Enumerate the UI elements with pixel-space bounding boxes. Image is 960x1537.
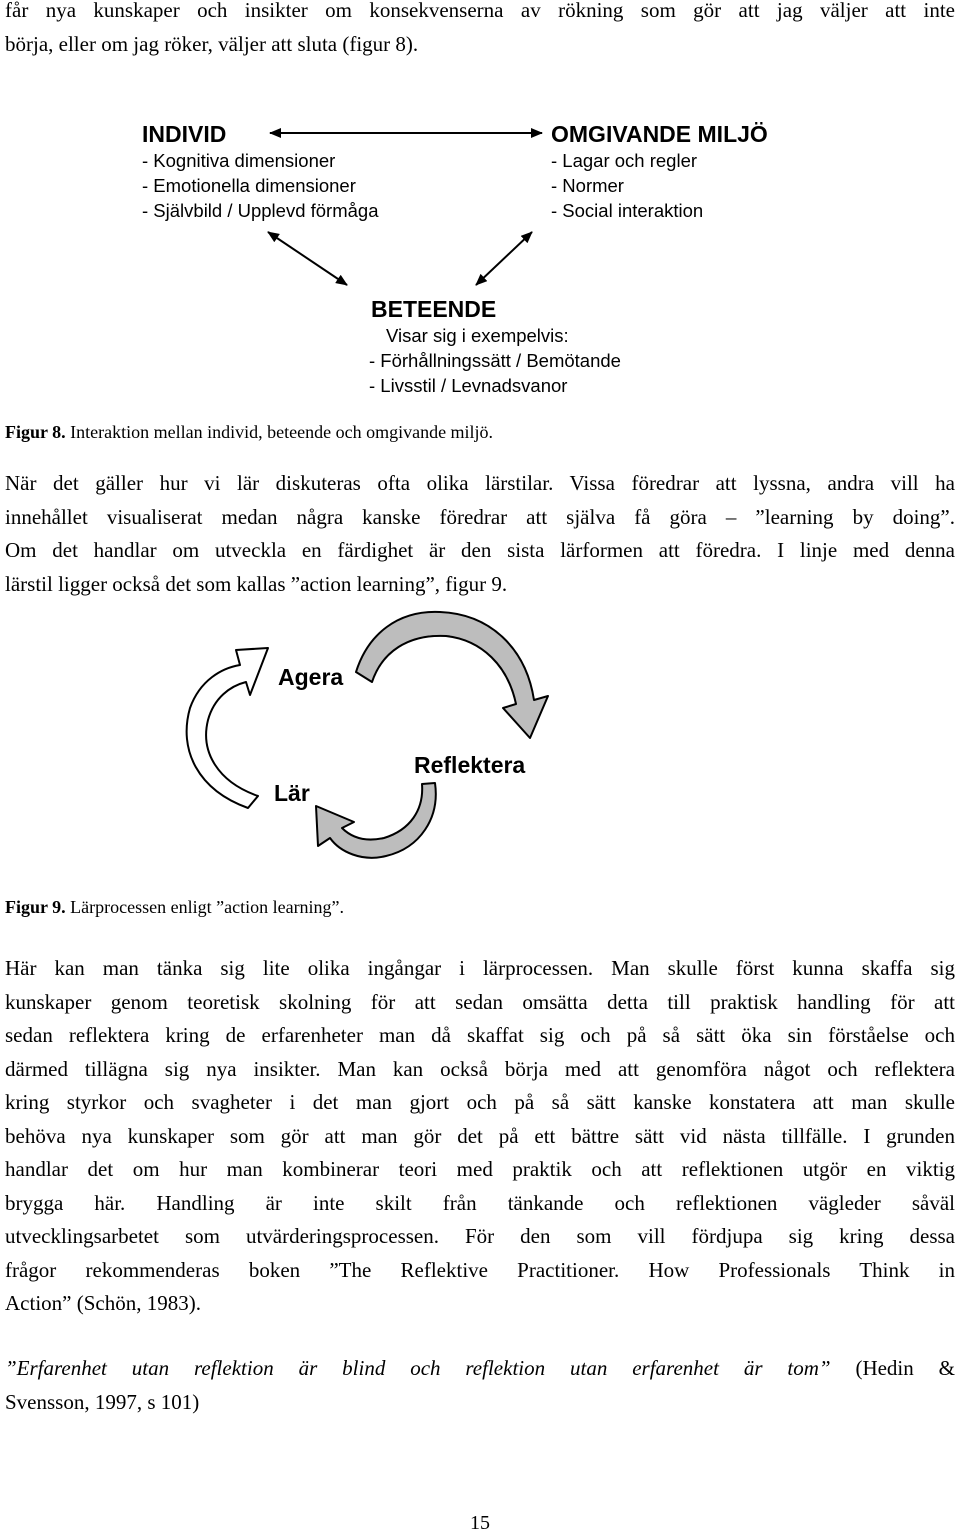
quote-text: ”Erfarenhet utan reflektion är blind och reflektion utan erfarenhet är tom” <box>5 1356 831 1380</box>
paragraph-line: lärstil ligger också det som kallas ”action learning”, figur 9. <box>5 571 508 596</box>
paragraph-line: utvecklingsarbetet som utvärderingsprocessen. För den som vill fördjupa sig kring dessa <box>5 1224 955 1248</box>
figure-8-caption-label: Figur 8. <box>5 422 66 442</box>
page-number: 15 <box>470 1512 490 1534</box>
paragraph-line: behöva nya kunskaper som gör att man gör det på ett bättre sätt vid nästa tillfälle. I grunden <box>5 1123 955 1148</box>
intro-line-1: får nya kunskaper och insikter om konsekvenserna av rökning som gör att jag väljer att inte <box>5 0 955 22</box>
paragraph-line: kunskaper genom teoretisk skolning för att sedan omsätta detta till praktisk handling för att <box>5 989 955 1014</box>
miljo-item: - Lagar och regler <box>551 150 698 171</box>
cycle-label-agera: Agera <box>278 664 344 690</box>
individ-title: INDIVID <box>142 121 227 147</box>
paragraph-line: kring styrkor och svagheter i det man gjort och på så sätt kanske konstatera att man skulle <box>5 1090 955 1114</box>
cycle-arrow-agera-to-reflektera <box>356 612 548 738</box>
paragraph-line: handlar det om hur man kombinerar teori med praktik och att reflektionen utgör en viktig <box>5 1157 955 1181</box>
paragraph-line: När det gäller hur vi lär diskuteras ofta olika lärstilar. Vissa föredrar att lyssna, andra vill ha <box>5 471 955 495</box>
paragraph-line: frågor rekommenderas boken ”The Reflektive Practitioner. How Professionals Think in <box>5 1257 955 1282</box>
beteende-subtitle: Visar sig i exempelvis: <box>386 325 569 346</box>
quote-line-1 <box>5 1352 955 1386</box>
individ-item: - Emotionella dimensioner <box>142 175 356 196</box>
figure-9-caption <box>5 897 344 918</box>
miljo-item: - Normer <box>551 175 624 196</box>
paragraph-line: brygga här. Handling är inte skilt från tänkande och reflektionen vägleder såväl <box>5 1190 955 1215</box>
cycle-arrow-lar-to-agera <box>187 648 268 808</box>
miljo-item: - Social interaktion <box>551 200 704 221</box>
quote-citation-part2: Svensson, 1997, s 101) <box>5 1389 200 1414</box>
figure-9-caption-label: Figur 9. <box>5 897 66 917</box>
beteende-item: - Förhållningssätt / Bemötande <box>369 350 621 371</box>
cycle-label-reflektera: Reflektera <box>414 752 526 778</box>
beteende-title: BETEENDE <box>371 296 497 322</box>
quote-citation-part1: (Hedin & <box>830 1356 955 1380</box>
paragraph-line: sedan reflektera kring de erfarenheter man då skaffat sig och på så sätt öka sin förståelse och <box>5 1023 955 1047</box>
figure-9-caption-text: Lärprocessen enligt ”action learning”. <box>65 897 345 917</box>
paragraph-line: Om det handlar om utveckla en färdighet är den sista lärformen att föredra. I linje med denna <box>5 538 955 562</box>
individ-item: - Kognitiva dimensioner <box>142 150 336 171</box>
paragraph-line: innehållet visualiserat medan några kanske föredrar att själva få göra – ”learning by doing”. <box>5 504 955 529</box>
paragraph-learning-process <box>5 952 955 1321</box>
intro-line-2: börja, eller om jag röker, väljer att sluta (figur 8). <box>5 31 419 56</box>
figure-8-caption-text: Interaktion mellan individ, beteende och omgivande miljö. <box>65 422 494 442</box>
cycle-arrow-reflektera-to-lar <box>316 783 436 858</box>
beteende-item: - Livsstil / Levnadsvanor <box>369 375 568 396</box>
quote-block <box>5 1352 955 1419</box>
cycle-label-lar: Lär <box>274 780 310 806</box>
individ-item: - Självbild / Upplevd förmåga <box>142 200 379 221</box>
miljo-title: OMGIVANDE MILJÖ <box>551 121 768 147</box>
paragraph-line: Action” (Schön, 1983). <box>5 1291 201 1315</box>
paragraph-line: Här kan man tänka sig lite olika ingångar i lärprocessen. Man skulle först kunna skaffa sig <box>5 956 955 980</box>
paragraph-line: därmed tillägna sig nya insikter. Man kan också börja med att genomföra något och reflektera <box>5 1056 955 1081</box>
